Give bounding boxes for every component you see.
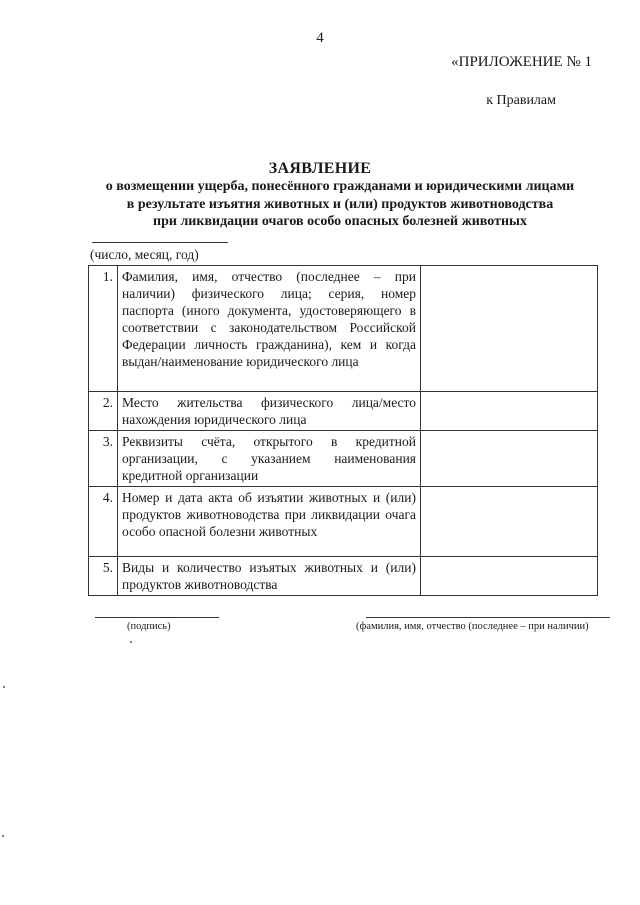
scan-speck: [3, 686, 5, 688]
row-value-field[interactable]: [421, 487, 598, 557]
row-label: Место жительства физического лица/место нахождения юридического лица: [118, 392, 421, 431]
row-value-field[interactable]: [421, 557, 598, 596]
signature-blank-line: [95, 617, 219, 618]
full-name-caption: (фамилия, имя, отчество (последнее – при наличии): [356, 621, 589, 632]
subtitle-line: в результате изъятия животных и (или) продуктов животноводства: [126, 196, 554, 212]
row-label: Реквизиты счёта, открытого в кредитной организации, с указанием наименования кредитной организации: [118, 431, 421, 487]
subtitle-line: при ликвидации очагов особо опасных болезней животных: [153, 214, 527, 229]
annex-title: «ПРИЛОЖЕНИЕ № 1: [451, 54, 592, 70]
row-value-field[interactable]: [421, 431, 598, 487]
scan-speck: [2, 835, 4, 837]
document-title: ЗАЯВЛЕНИЕ: [268, 160, 372, 177]
signature-caption: (подпись): [127, 621, 171, 632]
row-label: Фамилия, имя, отчество (последнее – при наличии) физического лица; серия, номер паспорта (иного документа, удостоверяющего в соответствии с законодательством Российской Федерации личность гражданина), кем и когда выдан/наименование юридического лица: [118, 266, 421, 392]
row-number: 1.: [89, 266, 118, 392]
row-number: 3.: [89, 431, 118, 487]
row-value-field[interactable]: [421, 392, 598, 431]
annex-subtitle: к Правилам: [486, 93, 556, 108]
table-row: [89, 266, 598, 392]
row-label: Номер и дата акта об изъятии животных и (или) продуктов животноводства при ликвидации очага особо опасной болезни животных: [118, 487, 421, 557]
table-row: [89, 557, 598, 596]
row-value-field[interactable]: [421, 266, 598, 392]
document-subtitle: [60, 178, 620, 231]
table-row: [89, 487, 598, 557]
date-caption: (число, месяц, год): [90, 247, 199, 262]
scan-speck: [130, 641, 132, 643]
row-label: Виды и количество изъятых животных и (или) продуктов животноводства: [118, 557, 421, 596]
row-number: 5.: [89, 557, 118, 596]
table-row: [89, 392, 598, 431]
application-form-table: [88, 265, 598, 596]
page-number: 4: [316, 30, 324, 46]
date-blank-line: [92, 242, 228, 243]
table-row: [89, 431, 598, 487]
full-name-blank-line: [366, 617, 610, 618]
row-number: 4.: [89, 487, 118, 557]
row-number: 2.: [89, 392, 118, 431]
subtitle-line: о возмещении ущерба, понесённого гражданами и юридическими лицами: [105, 179, 575, 194]
